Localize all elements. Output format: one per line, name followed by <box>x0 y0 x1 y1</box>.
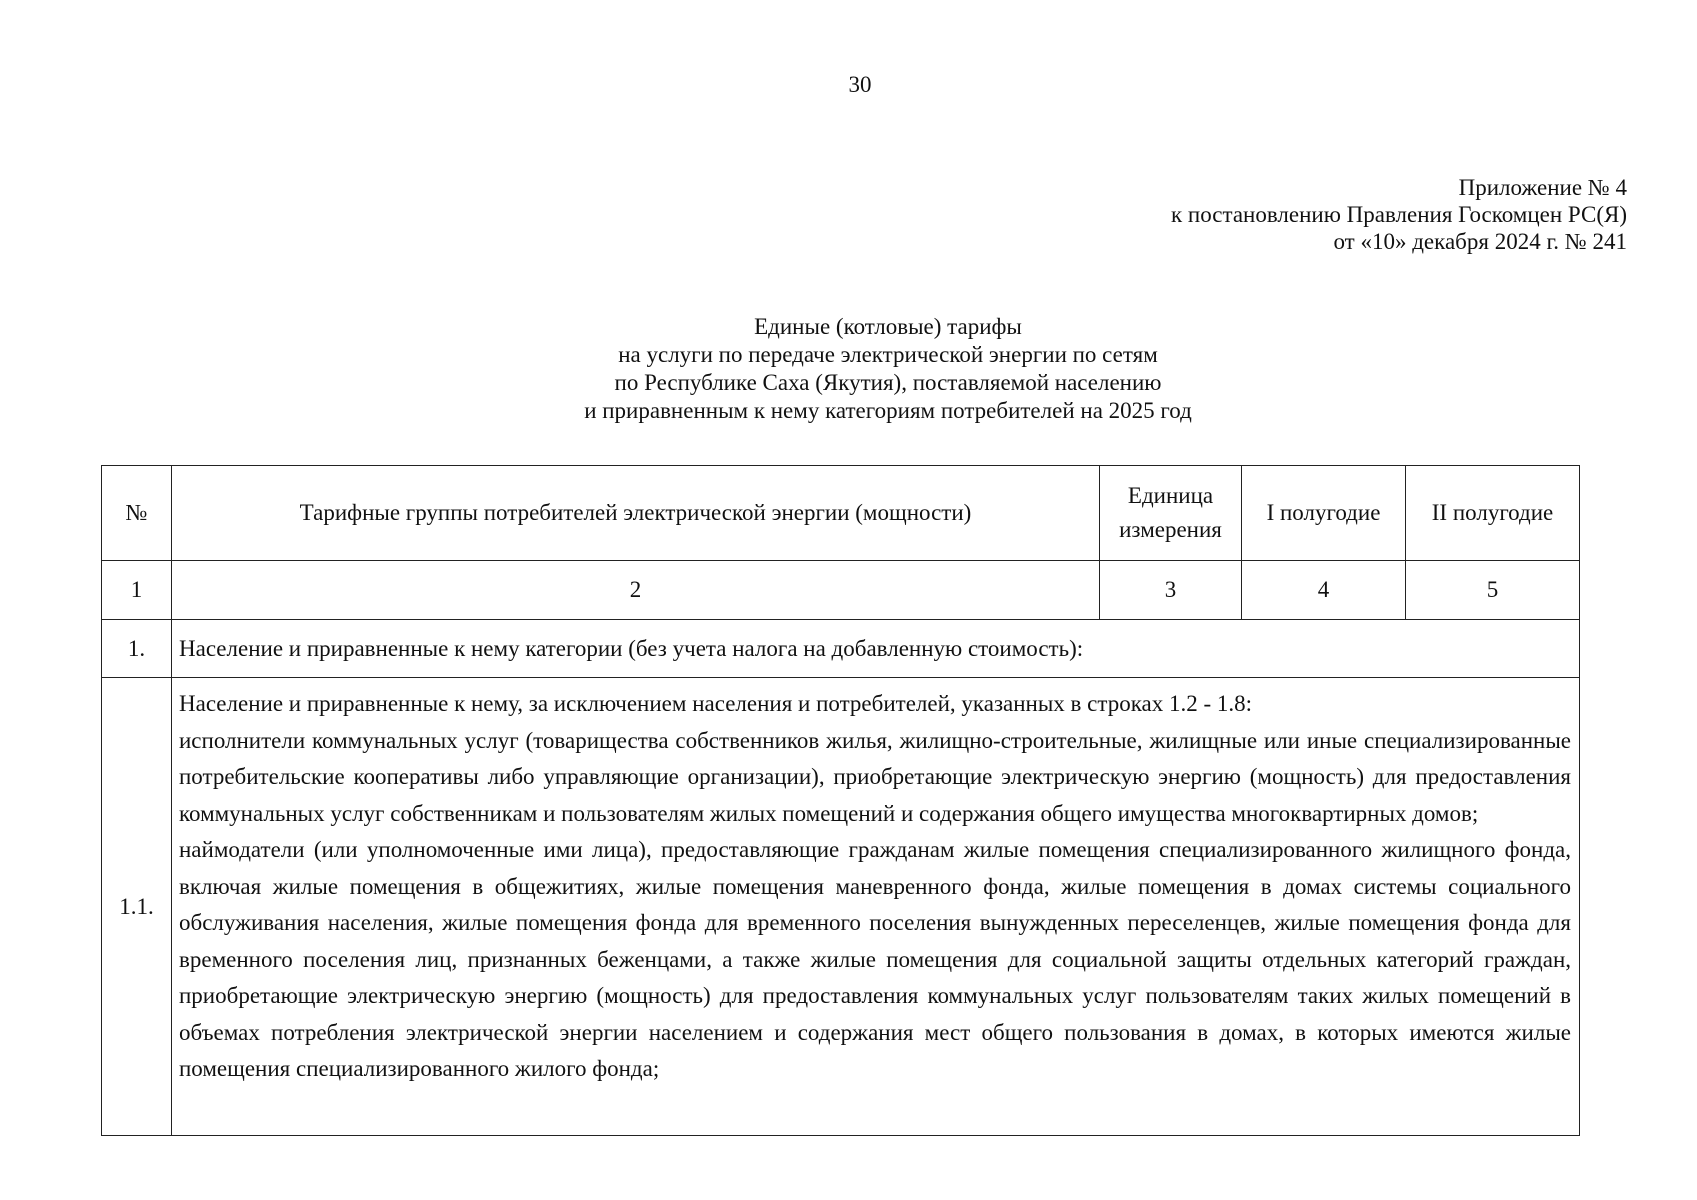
title-line-3: по Республике Саха (Якутия), поставляемой населению <box>614 370 1162 395</box>
row-intro-text: Население и приравненные к нему, за исключением населения и потребителей, указанных в строках 1.2 - 1.8: <box>179 691 1253 716</box>
title-line-2: на услуги по передаче электрической энергии по сетям <box>618 342 1158 367</box>
tariffs-table <box>101 465 1580 1136</box>
appendix-line-2: к постановлению Правления Госкомцен РС(Я) <box>1171 202 1627 227</box>
appendix-line-1: Приложение № 4 <box>1458 175 1627 200</box>
column-index-row <box>102 561 1580 620</box>
column-index-cell: 5 <box>1406 561 1580 620</box>
title-line-1: Единые (котловые) тарифы <box>754 314 1022 339</box>
header-unit <box>1100 466 1242 561</box>
document-title <box>0 313 1697 425</box>
column-index-cell: 2 <box>172 561 1100 620</box>
row-paragraph-2: наймодатели (или уполномоченные ими лица), предоставляющие гражданам жилые помещения специализированного жилищного фонда, включая жилые помещения в общежитиях, жилые помещения маневренного фонда, жилые помещения в домах системы социального обслуживания населения, жилые помещения фонда для временного поселения вынужденных переселенцев, жилые помещения фонда для временного поселения лиц, признанных беженцами, а также жилые помещения для социальной защиты отдельных категорий граждан, приобретающие электрическую энергию (мощность) для предоставления коммунальных услуг пользователям таких жилых помещений в объемах потребления электрической энергии населением и содержания мест общего пользования в домах, в которых имеются жилые помещения специализированного жилого фонда; <box>179 837 1571 1081</box>
column-index-cell: 1 <box>102 561 172 620</box>
header-unit-line-2: измерения <box>1119 517 1222 542</box>
table-row <box>102 620 1580 678</box>
header-unit-line-1: Единица <box>1127 483 1214 508</box>
header-first-half: I полугодие <box>1242 466 1406 561</box>
title-line-4: и приравненным к нему категориям потребителей на 2025 год <box>584 398 1192 423</box>
column-index-cell: 4 <box>1242 561 1406 620</box>
row-number: 1. <box>102 620 172 678</box>
column-index-cell: 3 <box>1100 561 1242 620</box>
row-description <box>172 678 1580 1136</box>
row-paragraph-1: исполнители коммунальных услуг (товарищества собственников жилья, жилищно-строительные, жилищные или иные специализированные потребительские кооперативы либо управляющие организации), приобретающие электрическую энергию (мощность) для предоставления коммунальных услуг собственникам и пользователям жилых помещений и содержания общего имущества многоквартирных домов; <box>179 727 1571 826</box>
header-number: № <box>102 466 172 561</box>
header-second-half: II полугодие <box>1406 466 1580 561</box>
page-number: 30 <box>848 72 872 97</box>
table-header-row <box>102 466 1580 561</box>
header-tariff-groups: Тарифные группы потребителей электрической энергии (мощности) <box>172 466 1100 561</box>
appendix-reference <box>1171 174 1627 255</box>
section-heading: Население и приравненные к нему категории (без учета налога на добавленную стоимость): <box>172 620 1580 678</box>
row-number: 1.1. <box>102 678 172 1136</box>
table-row <box>102 678 1580 1136</box>
appendix-line-3: от «10» декабря 2024 г. № 241 <box>1333 229 1627 254</box>
